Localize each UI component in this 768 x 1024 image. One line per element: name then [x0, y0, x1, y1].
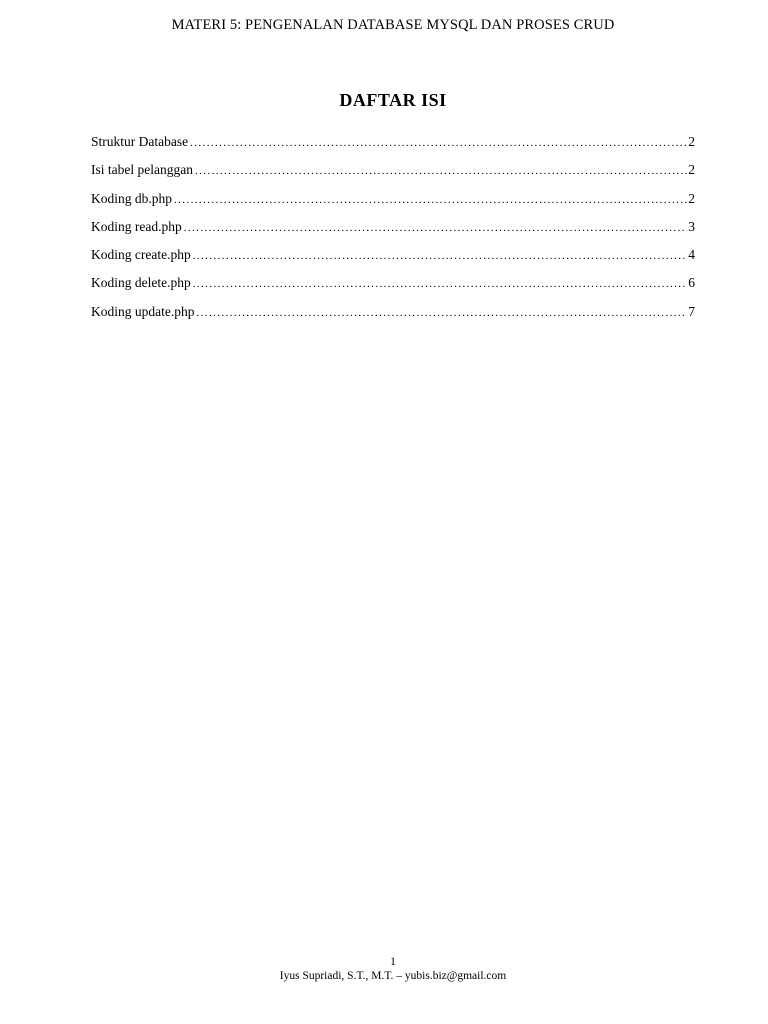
toc-entry-koding-update[interactable] — [91, 304, 695, 332]
toc-entry-label: Koding create.php — [91, 247, 191, 263]
toc-entry-isi-tabel-pelanggan[interactable] — [91, 162, 695, 190]
toc-entry-label: Koding update.php — [91, 303, 195, 319]
toc-entry-label: Isi tabel pelanggan — [91, 162, 193, 178]
toc-entry-page-number: 7 — [688, 303, 695, 319]
page-header: MATERI 5: PENGENALAN DATABASE MYSQL DAN PROSES CRUD — [171, 17, 615, 33]
footer-author: Iyus Supriadi, S.T., M.T. – yubis.biz@gmail.com — [279, 970, 507, 982]
toc-entry-struktur-database[interactable] — [91, 134, 695, 162]
dot-leader — [190, 137, 687, 149]
toc-entry-page-number: 6 — [688, 275, 695, 291]
toc-entry-label: Struktur Database — [91, 134, 189, 149]
toc-entry-page-number: 2 — [688, 162, 695, 178]
dot-leader — [193, 250, 688, 262]
toc-entry-page-number: 4 — [688, 247, 695, 263]
toc-entry-koding-create[interactable] — [91, 247, 695, 275]
toc-entry-koding-read[interactable] — [91, 219, 695, 247]
toc-entry-koding-delete[interactable] — [91, 275, 695, 303]
dot-leader — [195, 165, 687, 177]
dot-leader — [193, 278, 688, 290]
toc-entry-page-number: 2 — [688, 190, 695, 206]
footer-page-number: 1 — [390, 956, 396, 968]
toc-entry-page-number: 2 — [688, 134, 695, 149]
dot-leader — [184, 222, 688, 234]
toc-entry-label: Koding read.php — [91, 218, 182, 234]
toc-entry-page-number: 3 — [688, 218, 695, 234]
toc-entry-label: Koding delete.php — [91, 275, 191, 291]
toc-entry-koding-db[interactable] — [91, 191, 695, 219]
dot-leader — [197, 307, 688, 319]
dot-leader — [174, 194, 687, 206]
table-of-contents — [91, 134, 695, 332]
toc-entry-label: Koding db.php — [91, 190, 172, 206]
page-title: DAFTAR ISI — [339, 90, 447, 110]
